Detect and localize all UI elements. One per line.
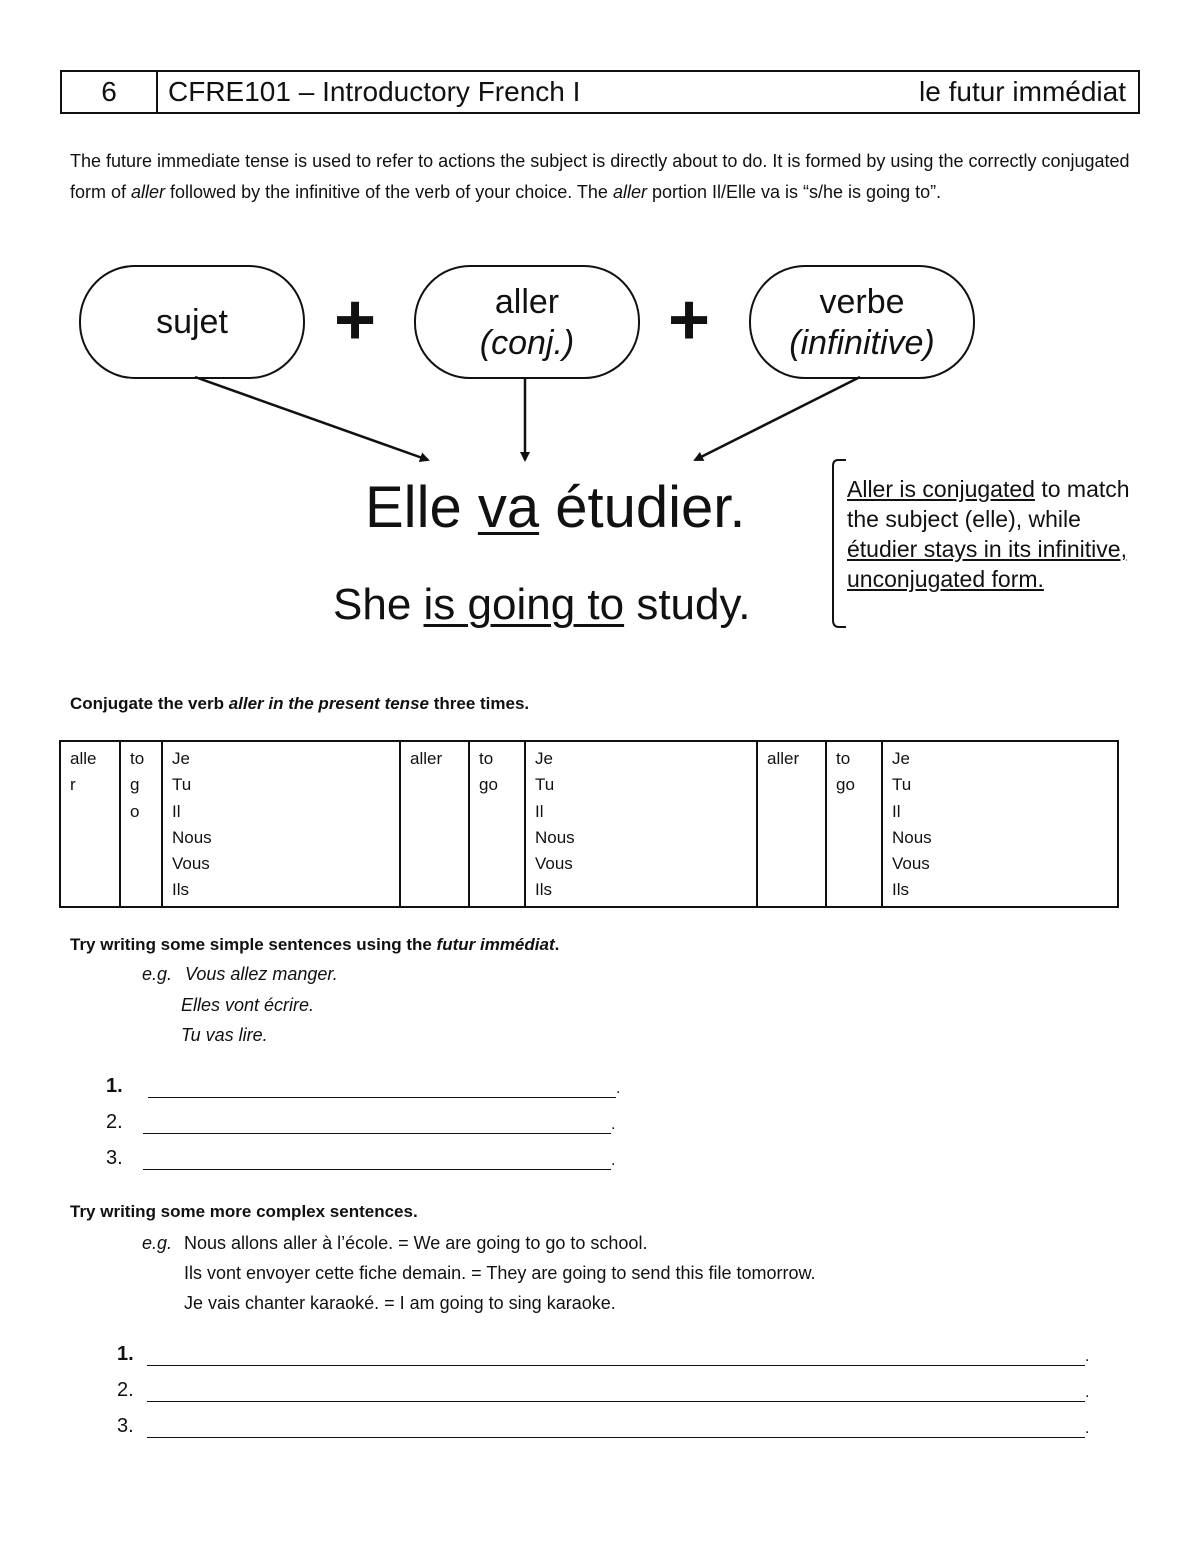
note-part: to match the subject (elle), while [847,476,1130,532]
verb-cell: aller [400,741,469,907]
prompt-text: Try writing some simple sentences using the [70,935,437,954]
course-title: CFRE101 – Introductory French I [168,76,581,107]
line-number: 2. [106,1111,123,1133]
verb-cell: alle r [60,741,120,907]
complex-answer-line[interactable] [117,1343,1089,1366]
answer-blank[interactable] [143,1113,611,1134]
eg-label: e.g. [142,1233,173,1253]
meaning-cell: to go [826,741,882,907]
complex-prompt: Try writing some more complex sentences. [70,1202,418,1221]
complex-example: Nous allons aller à l’école. = We are going to go to school. [184,1233,648,1253]
line-end: . [611,1152,616,1169]
line-number: 2. [117,1379,134,1401]
prompt-italic: aller in the present tense [228,694,429,713]
conjugation-note [847,474,1137,594]
answer-blank[interactable] [147,1417,1085,1438]
simple-answer-line[interactable] [106,1111,615,1134]
line-end: . [1085,1348,1090,1365]
meaning-cell: to go [469,741,525,907]
verbe-label: verbe [819,283,905,321]
page-number: 6 [62,72,158,112]
verbe-sublabel: (infinitive) [789,324,935,362]
line-end: . [611,1116,616,1133]
pronoun-cell[interactable]: Je Tu Il Nous Vous Ils [882,741,1118,907]
aller-sublabel: (conj.) [479,324,575,362]
line-end: . [616,1080,621,1097]
aller-label: aller [494,283,560,321]
pronoun-cell[interactable]: Je Tu Il Nous Vous Ils [162,741,400,907]
arrow-sujet [195,377,428,460]
english-example [333,580,750,630]
fr-verb: va [477,475,540,540]
plus-sign: + [668,280,711,360]
fr-rest: étudier. [539,475,746,540]
prompt-text: Conjugate the verb [70,694,229,713]
intro-text: portion Il/Elle va is “s/he is going to”. [646,181,942,202]
sujet-label: sujet [156,303,228,341]
verb-cell: aller [757,741,826,907]
note-part: . [1037,566,1044,592]
note-bracket [833,460,846,627]
eg-label: e.g. [142,964,173,984]
intro-aller: aller [131,181,166,202]
answer-blank[interactable] [148,1077,616,1098]
fr-subject: Elle [365,475,478,540]
line-number: 1. [117,1343,134,1365]
pronoun-cell[interactable]: Je Tu Il Nous Vous Ils [525,741,757,907]
simple-example: Vous allez manger. [185,964,338,984]
complex-example: Je vais chanter karaoké. = I am going to sing karaoke. [184,1293,616,1313]
intro-aller: aller [612,181,647,202]
note-part: Aller is conjugated [847,476,1035,502]
topic-title: le futur immédiat [919,76,1126,107]
meaning-cell: to g o [120,741,162,907]
complex-answer-line[interactable] [117,1379,1089,1402]
simple-answer-line[interactable] [106,1075,620,1098]
en-rest: study. [624,580,751,629]
plus-sign: + [334,280,377,360]
arrow-verbe [695,377,860,460]
table-row [60,741,1118,907]
intro-text: followed by the infinitive of the verb of your choice. The [165,181,613,202]
prompt-text: three times. [428,694,530,713]
prompt-italic: futur immédiat [436,935,555,954]
line-end: . [1085,1384,1090,1401]
simple-example: Tu vas lire. [181,1025,268,1045]
conjugate-prompt [70,694,529,714]
answer-blank[interactable] [143,1149,611,1170]
conjugation-table [59,740,1119,908]
prompt-text: . [554,935,560,954]
line-number: 1. [106,1075,123,1097]
intro-text: The future immediate tense is used to refer to actions the subject is directly about to do. It is formed by using the correctly conjugated form of [70,151,1130,202]
complex-answer-line[interactable] [117,1415,1089,1438]
note-part: étudier stays in its infinitive, unconjugated form [847,536,1127,592]
answer-blank[interactable] [147,1345,1085,1366]
line-number: 3. [117,1415,134,1437]
en-subject: She [333,580,424,629]
en-verb: is going to [423,580,625,629]
answer-blank[interactable] [147,1381,1085,1402]
simple-prompt [70,935,559,955]
simple-example: Elles vont écrire. [181,995,315,1015]
simple-answer-line[interactable] [106,1147,615,1170]
line-number: 3. [106,1147,123,1169]
line-end: . [1085,1420,1090,1437]
complex-example: Ils vont envoyer cette fiche demain. = They are going to send this file tomorrow. [184,1263,816,1283]
french-example [365,474,745,541]
